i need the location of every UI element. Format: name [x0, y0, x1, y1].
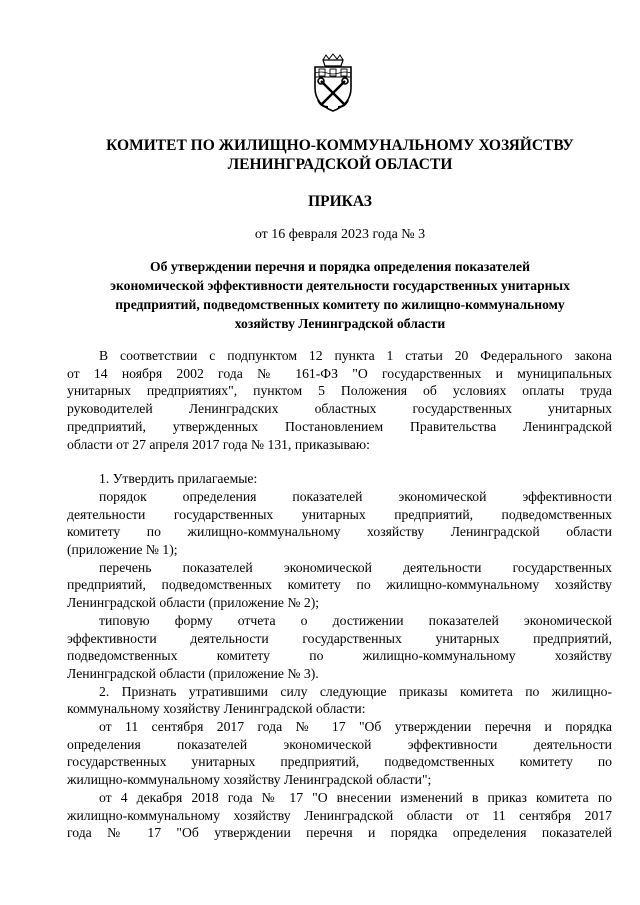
document-subject	[70, 257, 610, 333]
item-2a-paragraph	[67, 718, 612, 789]
body-line: подведомственных комитету по жилищно-коммунальному хозяйству	[67, 648, 612, 664]
organization-title-line: ЛЕНИНГРАДСКОЙ ОБЛАСТИ	[227, 156, 453, 173]
document-type: ПРИКАЗ	[308, 193, 372, 210]
organization-title	[70, 136, 610, 174]
body-line: эффективности деятельности государственных унитарных предприятий,	[67, 630, 612, 646]
body-line: руководителей Ленинградских областных государственных унитарных	[67, 401, 612, 417]
organization-title-line: КОМИТЕТ ПО ЖИЛИЩНО-КОММУНАЛЬНОМУ ХОЗЯЙСТВУ	[106, 137, 574, 154]
body-line: государственных унитарных предприятий, подведомственных комитету по	[67, 754, 612, 770]
body-line: от 4 декабря 2018 года № 17 "О внесении изменений в приказ комитета по	[99, 789, 612, 805]
body-line: деятельности государственных унитарных предприятий, подведомственных	[67, 506, 612, 522]
body-line: области от 27 апреля 2017 года № 131, приказываю:	[67, 436, 370, 452]
document-date: от 16 февраля 2023 года № 3	[254, 227, 426, 242]
subject-line: предприятий, подведомственных комитету по жилищно-коммунальному	[115, 297, 565, 312]
body-line: типовую форму отчета о достижении показателей экономической	[99, 612, 612, 628]
subject-line: Об утверждении перечня и порядка определения показателей	[150, 259, 530, 274]
subject-line: хозяйству Ленинградской области	[234, 316, 446, 331]
item-1c-paragraph	[67, 612, 612, 683]
body-line: Ленинградской области (приложение № 3).	[67, 665, 319, 681]
subject-line: экономической эффективности деятельности государственных унитарных	[110, 278, 570, 293]
body-line: коммунальному хозяйству Ленинградской области:	[67, 701, 366, 717]
body-line: определения показателей экономической эффективности деятельности	[67, 736, 612, 752]
body-line: 2. Признать утратившими силу следующие приказы комитета по жилищно-	[99, 683, 612, 699]
item-1a-paragraph	[67, 488, 612, 559]
body-line: порядок определения показателей экономической эффективности	[99, 488, 612, 504]
document-body	[67, 347, 612, 842]
body-line: жилищно-коммунальному хозяйству Ленинградской области";	[67, 772, 432, 788]
body-line: (приложение № 1);	[67, 542, 178, 558]
item-1-heading	[67, 470, 612, 488]
preamble-paragraph	[67, 347, 612, 453]
body-line: комитету по жилищно-коммунальному хозяйству Ленинградской области	[67, 524, 612, 540]
item-2-paragraph	[67, 683, 612, 718]
item-2b-paragraph	[67, 789, 612, 842]
body-line: предприятий, утвержденных Постановлением Правительства Ленинградской	[67, 418, 612, 434]
body-line: Ленинградской области (приложение № 2);	[67, 595, 320, 611]
body-line: перечень показателей экономической деятельности государственных	[99, 559, 612, 575]
coat-of-arms-icon	[301, 50, 365, 114]
item-1b-paragraph	[67, 559, 612, 612]
body-line: предприятий, подведомственных комитету по жилищно-коммунальному хозяйству	[67, 577, 612, 593]
body-line: от 11 сентября 2017 года № 17 "Об утверждении перечня и порядка	[99, 719, 612, 735]
body-line: от 14 ноября 2002 года № 161-ФЗ "О государственных и муниципальных	[67, 365, 612, 381]
body-line: унитарных предприятиях", пунктом 5 Положения об условиях оплаты труда	[67, 383, 612, 399]
body-line: жилищно-коммунальному хозяйству Ленинградской области от 11 сентября 2017	[67, 807, 612, 823]
body-line: 1. Утвердить прилагаемые:	[99, 471, 258, 487]
body-line: года № 17 "Об утверждении перечня и порядка определения показателей	[67, 825, 612, 841]
body-line: В соответствии с подпунктом 12 пункта 1 статьи 20 Федерального закона	[99, 348, 612, 363]
